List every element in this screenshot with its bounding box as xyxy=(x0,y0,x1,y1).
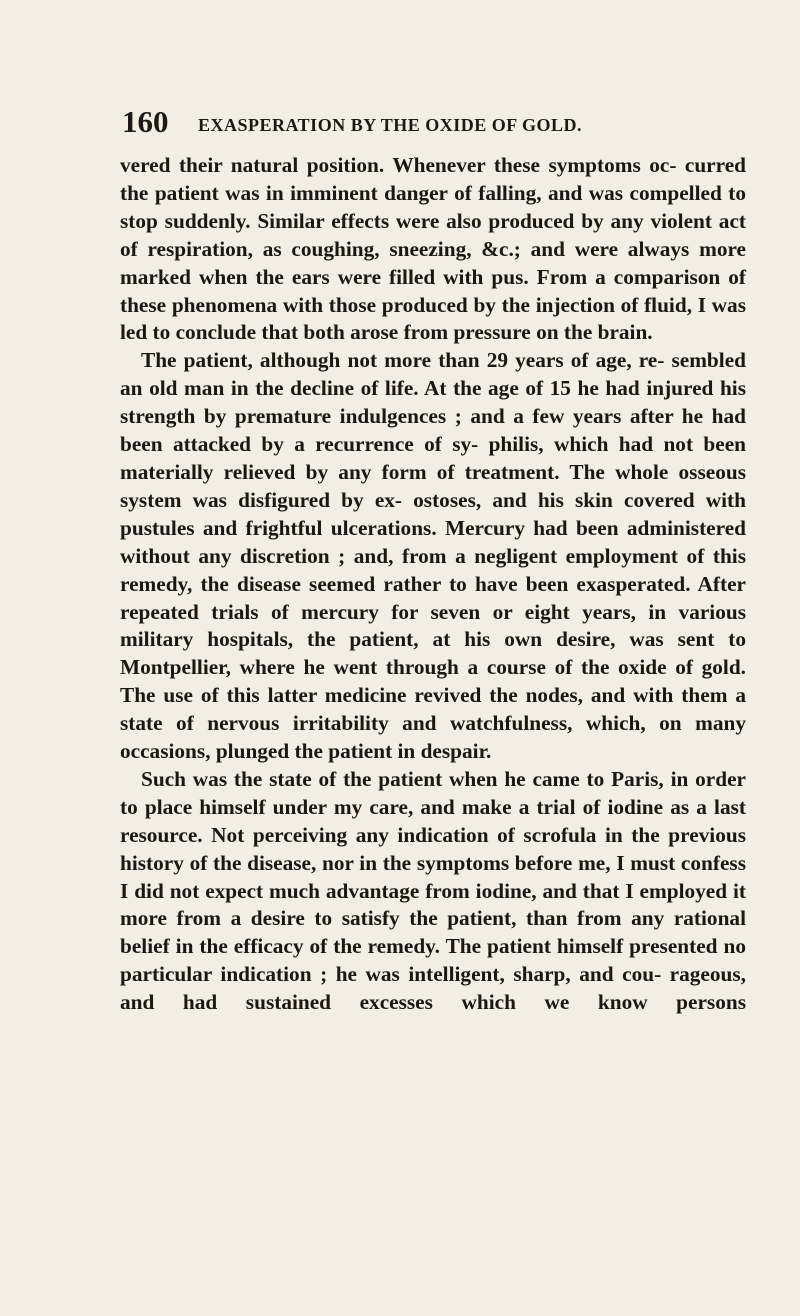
paragraph-patient-history: The patient, although not more than 29 years of age, re- sembled an old man in the decline of life. At the age of 15 he had injured his strength by premature indulgences ; and a few years after he had been attacked by a recurrence of sy- philis, which had not been materially relieved by any form of treatment. The whole osseous system was disfigured by ex- ostoses, and his skin covered with pustules and frightful ulcerations. Mercury had been administered without any discretion ; and, from a negligent employment of this remedy, the disease seemed rather to have been exasperated. After repeated trials of mercury for seven or eight years, in various military hospitals, the patient, at his own desire, was sent to Montpellier, where he went through a course of the oxide of gold. The use of this latter medicine revived the nodes, and with them a state of nervous irritability and watchfulness, which, on many occasions, plunged the patient in despair. xyxy=(120,348,746,764)
running-head: EXASPERATION BY THE OXIDE OF GOLD. xyxy=(198,115,583,135)
body-text xyxy=(120,152,746,1017)
paragraph-iodine-trial: Such was the state of the patient when he came to Paris, in order to place himself under my care, and make a trial of iodine as a last resource. Not perceiving any indication of scrofula in the previous history of the disease, nor in the symptoms before me, I must confess I did not expect much advantage from iodine, and that I employed it more from a desire to satisfy the patient, than from any rational belief in the efficacy of the remedy. The patient himself presented no particular indication ; he was intelligent, sharp, and cou- rageous, and had sustained excesses which we know persons xyxy=(120,766,746,1015)
paragraph-continuation: vered their natural position. Whenever these symptoms oc- curred the patient was in imminent danger of falling, and was compelled to stop suddenly. Similar effects were also produced by any violent act of respiration, as coughing, sneezing, &c.; and were always more marked when the ears were filled with pus. From a comparison of these phenomena with those produced by the injection of fluid, I was led to conclude that both arose from pressure on the brain. xyxy=(120,153,746,345)
page-header xyxy=(122,104,742,144)
page-number: 160 xyxy=(122,104,169,139)
